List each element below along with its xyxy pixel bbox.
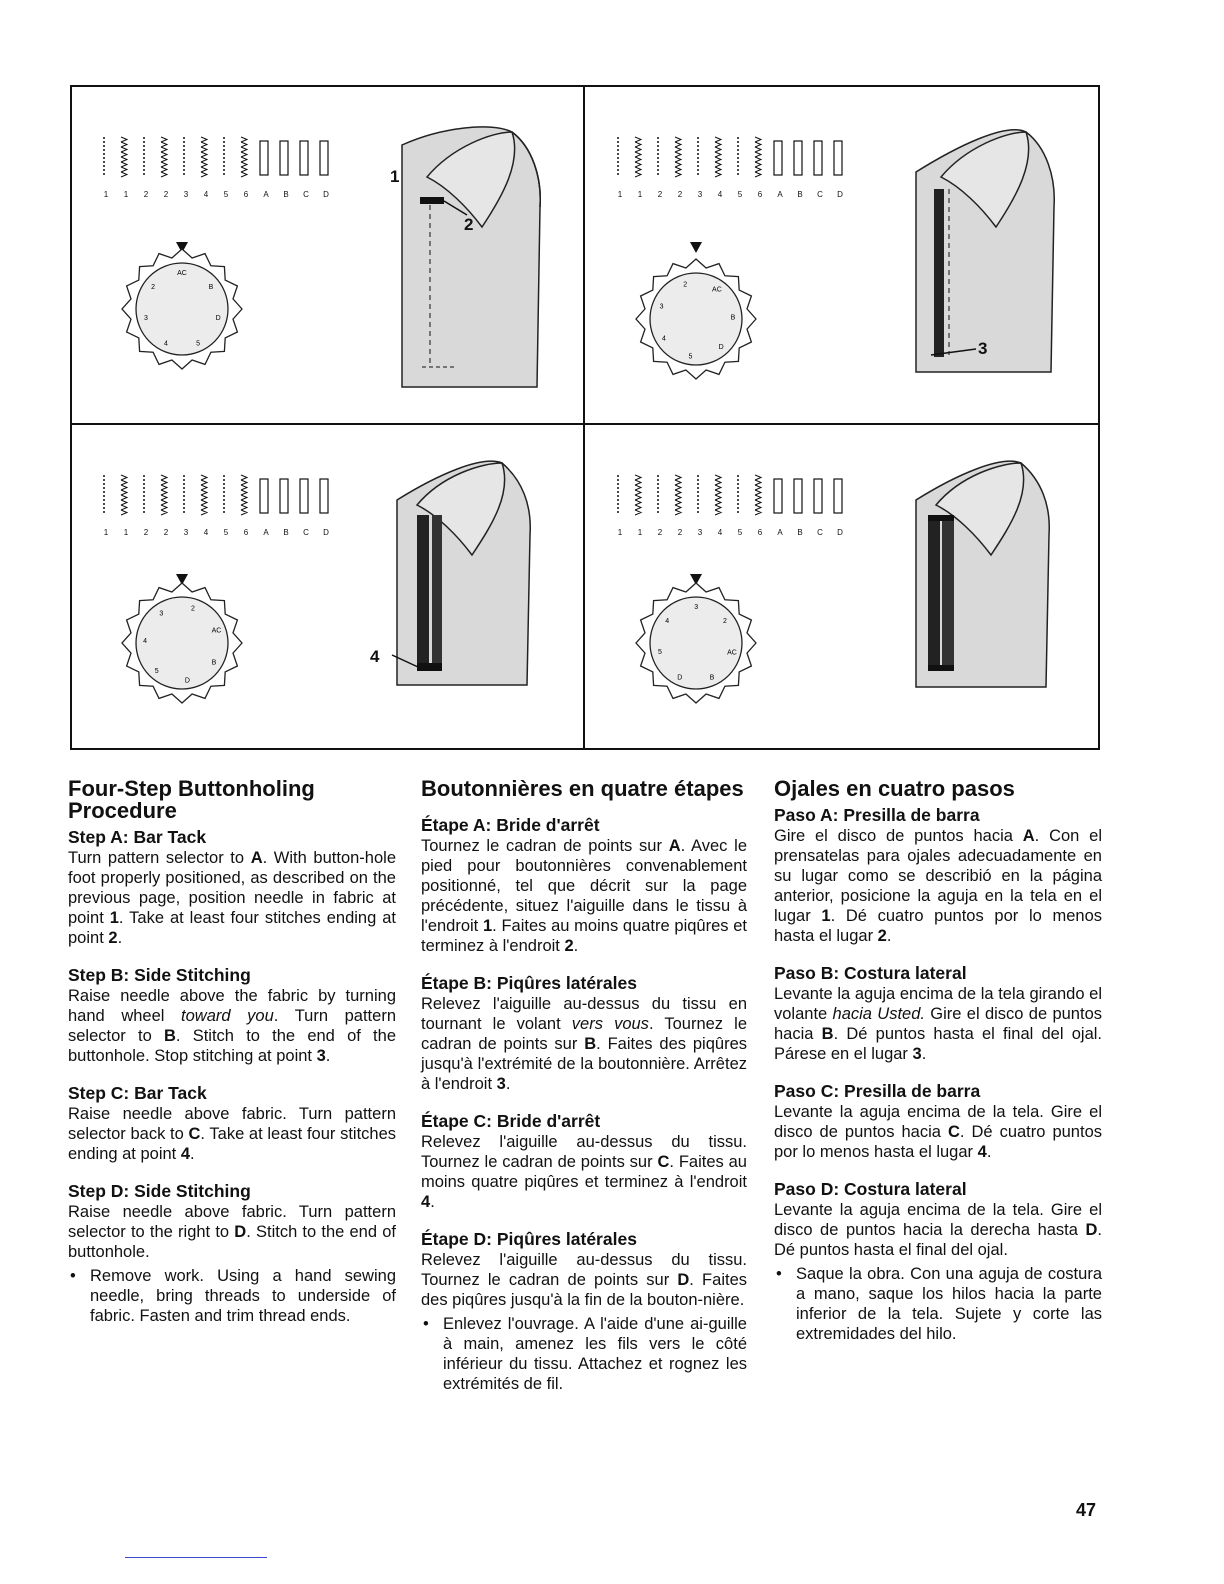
stitch-number: B — [283, 528, 289, 537]
stitch-pattern-row — [104, 137, 328, 177]
stitch-glyph-icon — [715, 475, 721, 515]
spanish-step-a-text: Gire el disco de puntos hacia A. Con el prensatelas para ojales adecuadamente en su lugar como se describió en la página anterior, posicione la aguja en la tela en el lugar 1. Dé cuatro puntos por lo menos hasta el lugar 2. — [774, 827, 1103, 945]
dial-label: 3 — [694, 604, 699, 611]
stitch-number: 3 — [697, 528, 703, 537]
point-label: 3 — [978, 339, 988, 358]
stitch-glyph-icon — [161, 475, 167, 515]
pattern-dial-icon — [122, 583, 242, 703]
point-label: 2 — [464, 215, 474, 234]
stitch-glyph-icon — [794, 141, 802, 175]
spanish-step-a-heading: Paso A: Presilla de barra — [774, 805, 980, 825]
english-step-c-text: Raise needle above fabric. Turn pattern selector back to C. Take at least four stitches ending at point 4. — [68, 1105, 397, 1163]
stitch-number: C — [817, 190, 823, 199]
dial-label: 3 — [659, 303, 664, 311]
spanish-step-b-text: Levante la aguja encima de la tela girando el volante hacia Usted. Gire el disco de puntos hacia B. Dé puntos hasta el final del ojal. Párese en el lugar 3. — [774, 985, 1102, 1063]
stitch-glyph-icon — [635, 475, 641, 515]
dial-label: 2 — [151, 283, 156, 291]
french-step-a-text: Tournez le cadran de points sur A. Avec le pied pour boutonnières convenablement positionné, tel que décrit sur la page précédente, situez l'aiguille dans le tissu à l'endroit 1. Faites au moins quatre piqûres et terminez à l'endroit 2. — [421, 837, 747, 955]
stitch-number: 4 — [203, 190, 209, 199]
shirt-front-icon — [392, 461, 530, 685]
shirt-front-icon — [402, 127, 540, 387]
stitch-number: 2 — [143, 528, 149, 537]
stitch-number: 4 — [203, 528, 209, 537]
step-b-illustration — [586, 87, 1097, 422]
english-column — [68, 778, 396, 1326]
dial-label: 4 — [143, 638, 148, 646]
panel-step-c — [72, 425, 583, 760]
dial-label: D — [215, 315, 221, 323]
stitch-number: 2 — [657, 190, 663, 199]
stitch-glyph-icon — [755, 475, 761, 515]
stitch-number: B — [797, 190, 803, 199]
stitch-number: 1 — [103, 528, 109, 537]
stitch-number: B — [797, 528, 803, 537]
stitch-pattern-row — [618, 475, 842, 515]
stitch-number: 1 — [637, 190, 643, 199]
stitch-number: A — [263, 528, 269, 537]
stitch-glyph-icon — [814, 141, 822, 175]
page-number: 47 — [1076, 1500, 1097, 1520]
dial-label: 3 — [143, 315, 148, 323]
stitch-number: 4 — [717, 528, 723, 537]
dial-label: B — [709, 674, 715, 682]
english-step-b-heading: Step B: Side Stitching — [68, 965, 251, 985]
stitch-number: 4 — [717, 190, 723, 199]
stitch-number: 2 — [143, 190, 149, 199]
stitch-number: 2 — [677, 190, 683, 199]
dial-label: 4 — [163, 340, 168, 348]
stitch-glyph-icon — [241, 475, 247, 515]
spanish-step-b-heading: Paso B: Costura lateral — [774, 963, 967, 983]
stitch-glyph-icon — [280, 141, 288, 175]
spanish-step-c-text: Levante la aguja encima de la tela. Gire el disco de puntos hacia C. Dé cuatro puntos por lo menos hasta el lugar 4. — [774, 1103, 1102, 1161]
stitch-pattern-row — [104, 475, 328, 515]
stitch-glyph-icon — [241, 137, 247, 177]
dial-label: 5 — [154, 668, 159, 675]
stitch-number: A — [263, 190, 269, 199]
stitch-number: D — [837, 190, 843, 199]
panel-step-a — [72, 87, 583, 422]
french-step-c-text: Relevez l'aiguille au-dessus du tissu. Tournez le cadran de points sur C. Faites au moins quatre piqûres et terminez à l'endroit 4. — [421, 1133, 747, 1211]
stitch-glyph-icon — [121, 475, 127, 515]
stitch-glyph-icon — [755, 137, 761, 177]
buttonhole-figure — [70, 85, 1100, 750]
spanish-step-d-heading: Paso D: Costura lateral — [774, 1179, 967, 1199]
stitch-number: 3 — [183, 528, 189, 537]
stitch-number: 5 — [737, 190, 743, 199]
stitch-number: 2 — [163, 190, 169, 199]
stitch-number: 1 — [617, 528, 623, 537]
stitch-glyph-icon — [161, 137, 167, 177]
english-step-d-text: Raise needle above fabric. Turn pattern selector to the right to D. Stitch to the end of buttonhole. — [68, 1203, 396, 1261]
figure-divider-vertical — [583, 87, 585, 748]
stitch-glyph-icon — [715, 137, 721, 177]
stitch-glyph-icon — [201, 475, 207, 515]
stitch-glyph-icon — [300, 141, 308, 175]
dial-label: 5 — [688, 353, 693, 361]
stitch-number: 5 — [737, 528, 743, 537]
stitch-glyph-icon — [260, 479, 268, 513]
stitch-glyph-icon — [121, 137, 127, 177]
stitch-glyph-icon — [794, 479, 802, 513]
french-title: Boutonnières en quatre étapes — [421, 776, 744, 801]
pattern-dial-icon — [636, 259, 756, 379]
dial-label: AC — [177, 270, 187, 277]
french-step-a-heading: Étape A: Bride d'arrêt — [421, 815, 600, 835]
dial-label: 2 — [191, 605, 195, 613]
stitch-glyph-icon — [675, 475, 681, 515]
stitch-number: 6 — [243, 190, 249, 199]
french-step-b-heading: Étape B: Piqûres latérales — [421, 973, 637, 993]
stitch-glyph-icon — [201, 137, 207, 177]
stitch-number: 3 — [697, 190, 703, 199]
french-bullet: • Enlevez l'ouvrage. A l'aide d'une ai-guille à main, amenez les fils vers le côté inférieur du tissu. Attachez et rognez les extrémités de fil. — [443, 1314, 747, 1394]
english-title: Four-Step Buttonholing Procedure — [68, 776, 315, 823]
step-d-illustration — [586, 425, 1097, 748]
stitch-number: C — [303, 190, 309, 199]
stitch-glyph-icon — [675, 137, 681, 177]
shirt-front-icon — [916, 461, 1049, 687]
spanish-column — [774, 778, 1102, 1344]
stitch-number: 3 — [183, 190, 189, 199]
point-label: 4 — [370, 647, 380, 666]
french-step-b-text: Relevez l'aiguille au-dessus du tissu en tournant le volant vers vous. Tournez le cadran de points sur B. Faites des piqûres jusqu'à l'extrémité de la boutonnière. Arrêtez à l'endroit 3. — [421, 995, 748, 1093]
english-step-b-text: Raise needle above the fabric by turning hand wheel toward you. Turn pattern selector to B. Stitch to the end of the buttonhole. Stop stitching at point 3. — [68, 987, 396, 1065]
stitch-glyph-icon — [774, 141, 782, 175]
stitch-number: 1 — [103, 190, 109, 199]
stitch-glyph-icon — [280, 479, 288, 513]
spanish-step-d-text: Levante la aguja encima de la tela. Gire el disco de puntos hacia la derecha hasta D. Dé puntos hasta el final del ojal. — [774, 1201, 1102, 1259]
spanish-bullet: • Saque la obra. Con una aguja de costura a mano, saque los hilos hacia la parte inferior de la tela. Sujete y corte las extremidades del hilo. — [796, 1264, 1102, 1344]
stitch-number: D — [323, 190, 329, 199]
stitch-number: 2 — [657, 528, 663, 537]
point-label: 1 — [390, 167, 400, 186]
stitch-number: D — [323, 528, 329, 537]
french-step-c-heading: Étape C: Bride d'arrêt — [421, 1111, 601, 1131]
french-step-d-heading: Étape D: Piqûres latérales — [421, 1229, 637, 1249]
dial-label: B — [211, 659, 217, 667]
stitch-glyph-icon — [320, 479, 328, 513]
stitch-glyph-icon — [774, 479, 782, 513]
stitch-number-labels — [96, 190, 336, 199]
shirt-front-icon — [916, 130, 1054, 372]
dial-label: B — [730, 314, 736, 322]
english-bullet: • Remove work. Using a hand sewing needle, bring threads to underside of fabric. Fasten and trim thread ends. — [90, 1266, 396, 1326]
dial-label: 5 — [196, 340, 201, 348]
stitch-number: C — [303, 528, 309, 537]
stitch-pattern-row — [618, 137, 842, 177]
stitch-glyph-icon — [834, 479, 842, 513]
dial-label: AC — [712, 286, 722, 294]
stitch-number-labels — [610, 528, 850, 537]
french-step-d-text: Relevez l'aiguille au-dessus du tissu. Tournez le cadran de points sur D. Faites des piqûres jusqu'à la fin de la bouton-nière. — [421, 1251, 747, 1309]
spanish-step-c-heading: Paso C: Presilla de barra — [774, 1081, 981, 1101]
dial-label: 5 — [657, 649, 662, 657]
stitch-glyph-icon — [300, 479, 308, 513]
stitch-number-labels — [96, 528, 336, 537]
stitch-number: 6 — [757, 528, 763, 537]
stitch-number-labels — [610, 190, 850, 199]
english-step-a-heading: Step A: Bar Tack — [68, 827, 207, 847]
french-column — [421, 778, 747, 1394]
stitch-number: 5 — [223, 528, 229, 537]
stitch-number: 6 — [757, 190, 763, 199]
stitch-number: D — [837, 528, 843, 537]
stitch-glyph-icon — [635, 137, 641, 177]
english-step-d-heading: Step D: Side Stitching — [68, 1181, 251, 1201]
dial-label: AC — [211, 627, 222, 635]
stitch-number: 1 — [123, 190, 129, 199]
stitch-number: 1 — [637, 528, 643, 537]
stitch-number: B — [283, 190, 289, 199]
dial-label: D — [718, 344, 724, 352]
english-step-a-text: Turn pattern selector to A. With button-hole foot properly positioned, as described on the previous page, position needle in fabric at point 1. Take at least four stitches ending at point 2. — [68, 849, 396, 947]
stitch-glyph-icon — [834, 141, 842, 175]
stitch-number: A — [777, 190, 783, 199]
stitch-number: A — [777, 528, 783, 537]
stitch-number: 2 — [677, 528, 683, 537]
spanish-title: Ojales en cuatro pasos — [774, 776, 1015, 801]
dial-label: D — [184, 677, 190, 685]
stitch-glyph-icon — [260, 141, 268, 175]
pattern-dial-icon — [636, 583, 756, 703]
dial-label: 4 — [665, 617, 670, 625]
stitch-glyph-icon — [320, 141, 328, 175]
english-step-c-heading: Step C: Bar Tack — [68, 1083, 207, 1103]
dial-label: 4 — [661, 335, 666, 343]
dial-label: 3 — [159, 610, 164, 618]
stitch-number: 5 — [223, 190, 229, 199]
step-c-illustration — [72, 425, 583, 748]
stitch-glyph-icon — [814, 479, 822, 513]
stitch-number: 1 — [123, 528, 129, 537]
selector-arrow-icon — [690, 242, 702, 253]
stitch-number: 1 — [617, 190, 623, 199]
dial-label: B — [208, 283, 214, 291]
stitch-number: C — [817, 528, 823, 537]
step-a-illustration — [72, 87, 583, 422]
dial-label: AC — [727, 649, 737, 657]
stitch-number: 6 — [243, 528, 249, 537]
panel-step-b — [586, 87, 1097, 422]
dial-label: 2 — [683, 281, 688, 289]
dial-label: D — [677, 674, 683, 682]
panel-step-d — [586, 425, 1097, 760]
dial-label: 2 — [723, 618, 727, 626]
stitch-number: 2 — [163, 528, 169, 537]
pattern-dial-icon — [122, 249, 242, 369]
footer-rule — [125, 1557, 267, 1558]
